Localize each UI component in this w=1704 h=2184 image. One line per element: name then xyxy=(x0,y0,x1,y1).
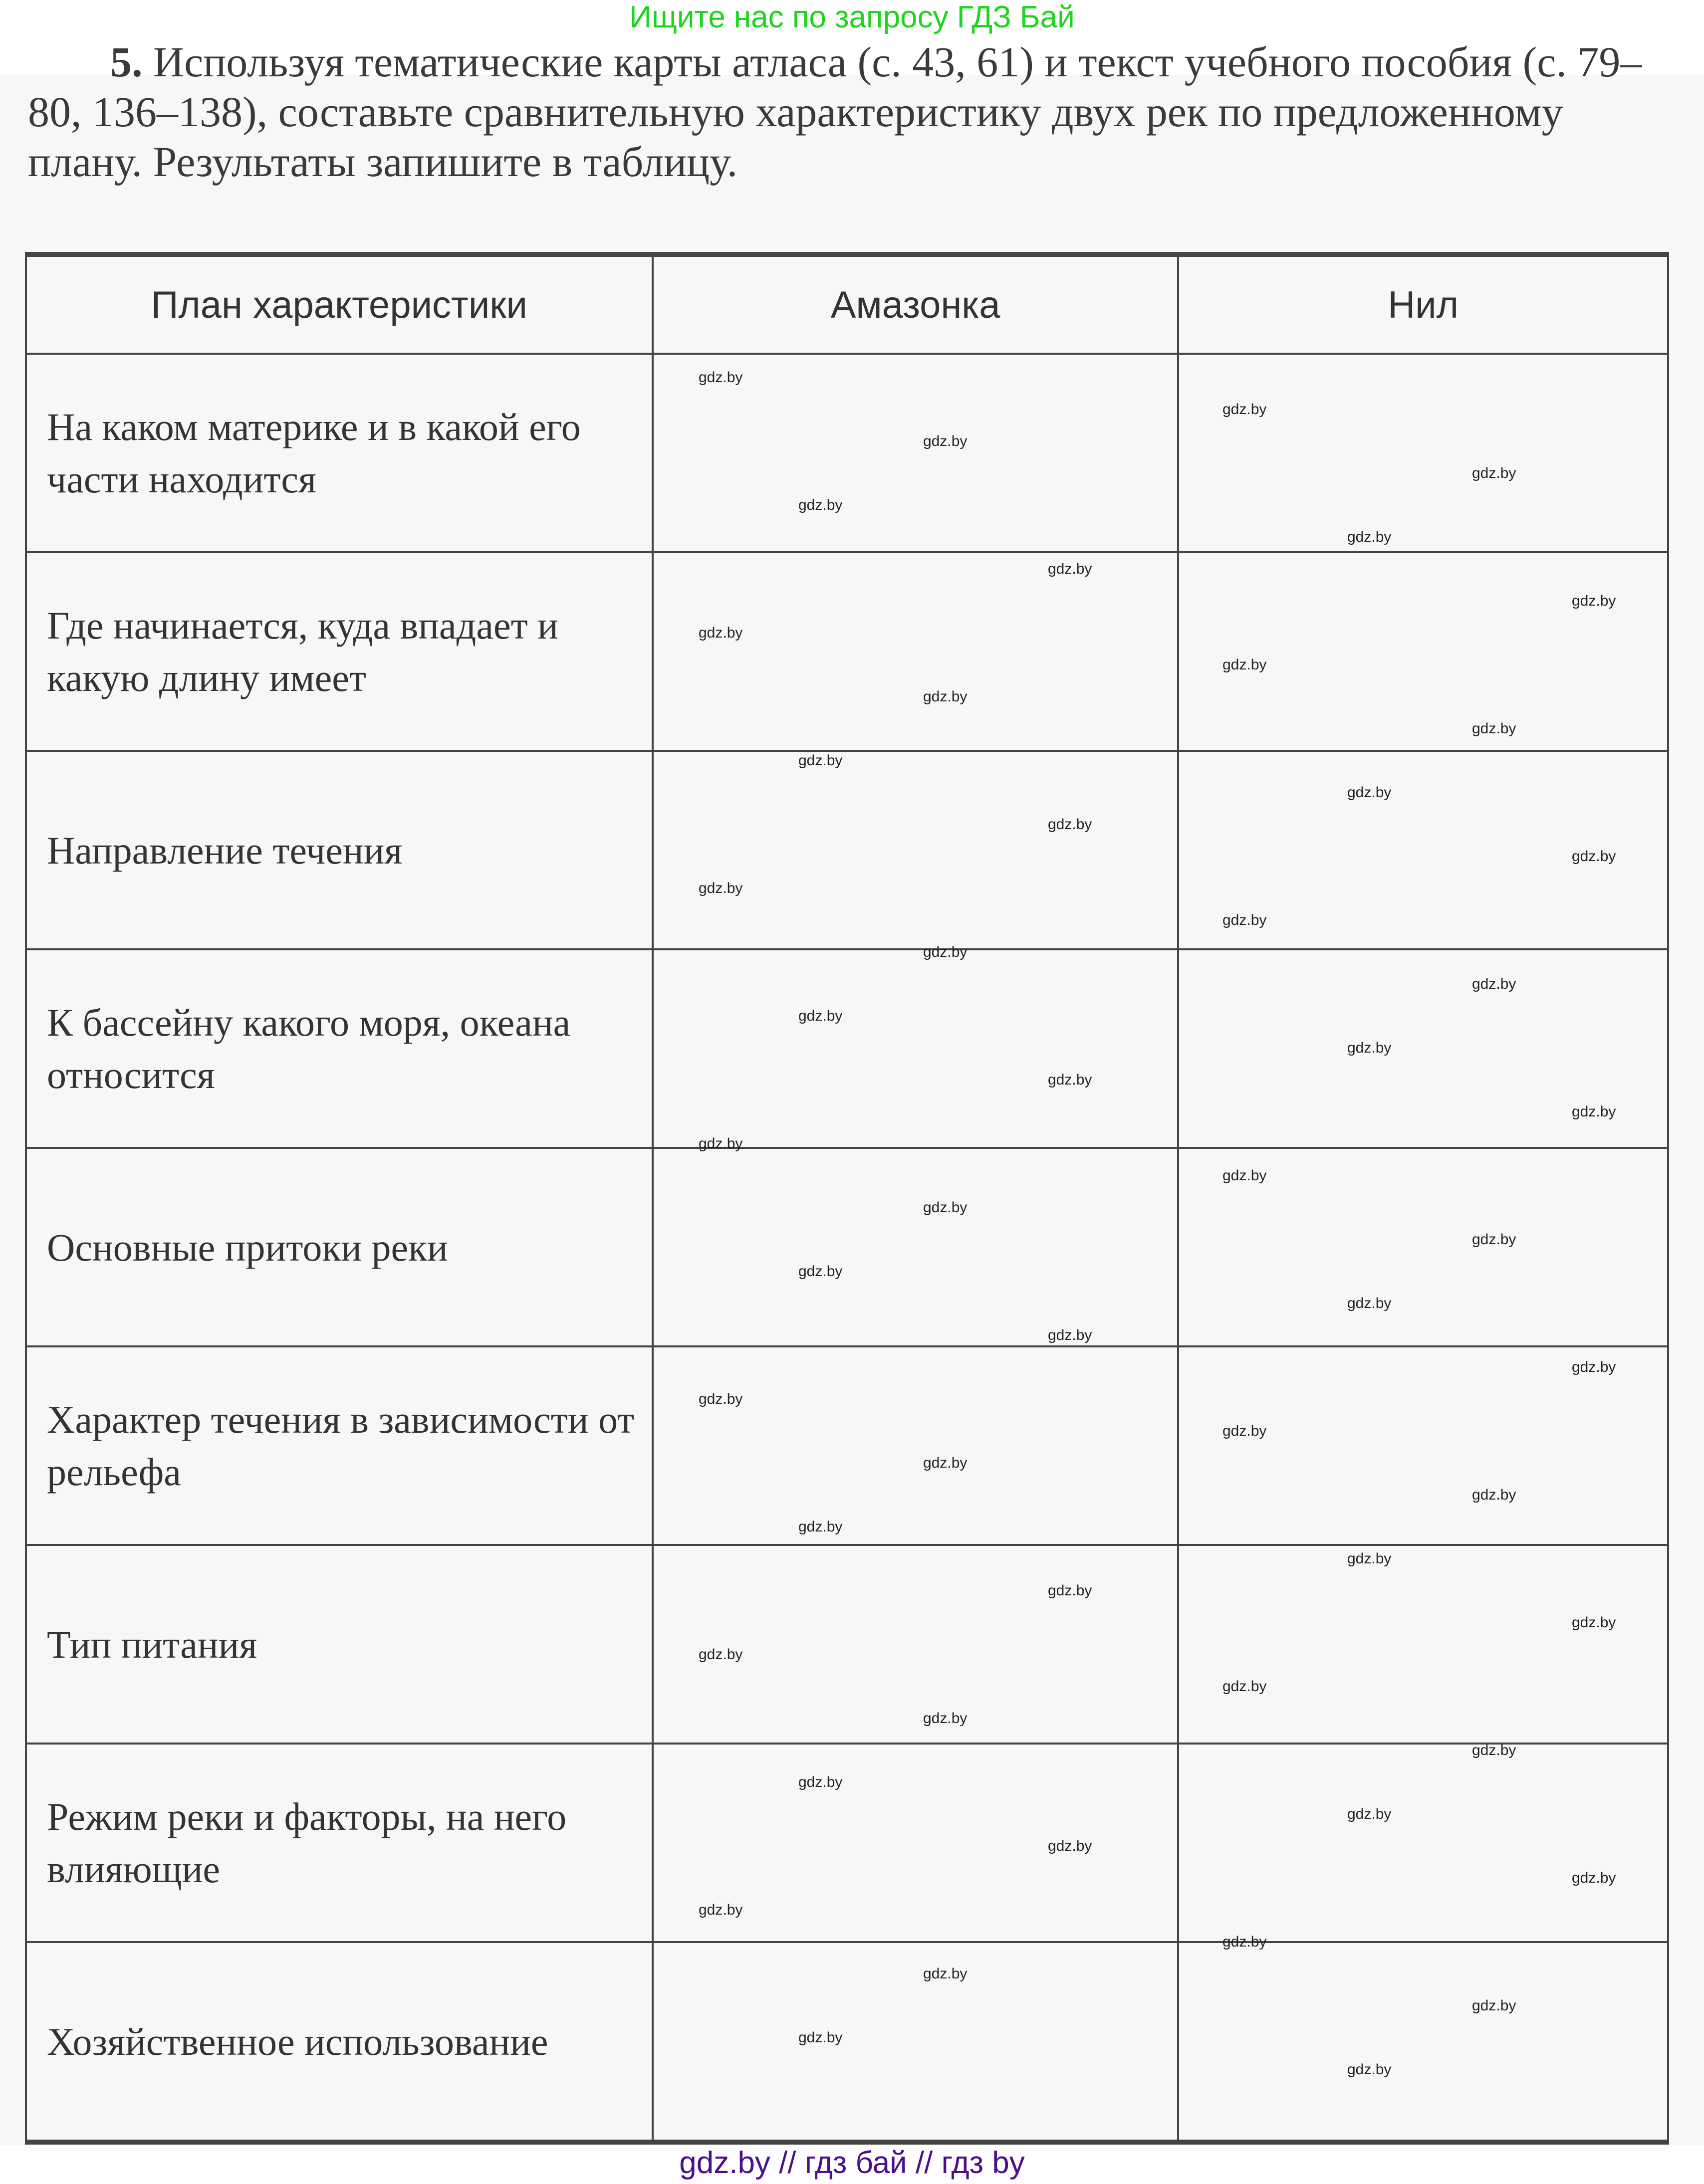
amazon-cell[interactable] xyxy=(653,1545,1179,1744)
watermark: gdz.by xyxy=(699,1646,743,1663)
watermark: gdz.by xyxy=(1472,1997,1516,2014)
watermark: gdz.by xyxy=(1048,1838,1092,1854)
watermark: gdz.by xyxy=(699,369,743,386)
watermark: gdz.by xyxy=(798,497,843,513)
watermark: gdz.by xyxy=(1347,529,1392,545)
comparison-table xyxy=(25,252,1669,2145)
watermark: gdz.by xyxy=(1572,848,1616,865)
watermark: gdz.by xyxy=(1048,1072,1092,1088)
watermark: gdz.by xyxy=(1048,1327,1092,1343)
table-row xyxy=(26,1744,1668,1942)
table-row xyxy=(26,354,1668,552)
watermark: gdz.by xyxy=(1222,656,1267,673)
watermark: gdz.by xyxy=(923,433,968,449)
watermark: gdz.by xyxy=(1222,401,1267,418)
header-amazon: Амазонка xyxy=(653,254,1179,354)
task-text xyxy=(28,37,1675,187)
table-row xyxy=(26,751,1668,949)
watermark: gdz.by xyxy=(1048,561,1092,577)
plan-item: На каком материке и в какой его части находится xyxy=(26,354,653,552)
watermark: gdz.by xyxy=(798,1008,843,1024)
watermark: gdz.by xyxy=(1572,1103,1616,1120)
watermark: gdz.by xyxy=(1472,465,1516,481)
watermark: gdz.by xyxy=(1222,912,1267,928)
nile-cell[interactable] xyxy=(1178,1942,1668,2142)
watermark: gdz.by xyxy=(699,1902,743,1918)
plan-item: Хозяйственное использование xyxy=(26,1942,653,2142)
watermark: gdz.by xyxy=(1347,1550,1392,1567)
watermark: gdz.by xyxy=(1347,1806,1392,1822)
watermark: gdz.by xyxy=(699,880,743,896)
watermark: gdz.by xyxy=(923,1710,968,1727)
watermark: gdz.by xyxy=(1222,1167,1267,1184)
search-banner: Ищите нас по запросу ГДЗ Бай xyxy=(629,0,1075,34)
plan-item: Тип питания xyxy=(26,1545,653,1744)
nile-cell[interactable] xyxy=(1178,1545,1668,1744)
nile-cell[interactable] xyxy=(1178,1744,1668,1942)
watermark: gdz.by xyxy=(798,1263,843,1280)
watermark: gdz.by xyxy=(1472,976,1516,992)
watermark: gdz.by xyxy=(923,688,968,705)
header-plan: План характеристики xyxy=(26,254,653,354)
nile-cell[interactable] xyxy=(1178,552,1668,751)
plan-item: Направление течения xyxy=(26,751,653,949)
watermark: gdz.by xyxy=(923,1966,968,1982)
watermark: gdz.by xyxy=(699,1135,743,1152)
watermark: gdz.by xyxy=(1048,1582,1092,1599)
watermark: gdz.by xyxy=(1572,1870,1616,1886)
header-nile: Нил xyxy=(1178,254,1668,354)
watermark: gdz.by xyxy=(1472,1487,1516,1503)
watermark: gdz.by xyxy=(1472,1742,1516,1758)
table-row xyxy=(26,552,1668,751)
table-header-row xyxy=(26,254,1668,354)
plan-item: Основные притоки реки xyxy=(26,1148,653,1346)
amazon-cell[interactable] xyxy=(653,1346,1179,1545)
watermark: gdz.by xyxy=(1048,816,1092,833)
watermark: gdz.by xyxy=(1347,784,1392,801)
nile-cell[interactable] xyxy=(1178,1346,1668,1545)
watermark: gdz.by xyxy=(699,625,743,641)
watermark: gdz.by xyxy=(1472,720,1516,737)
plan-item: Характер течения в зависимости от рельефа xyxy=(26,1346,653,1545)
nile-cell[interactable] xyxy=(1178,354,1668,552)
table-row xyxy=(26,1346,1668,1545)
watermark: gdz.by xyxy=(1347,2061,1392,2078)
watermark: gdz.by xyxy=(1222,1678,1267,1695)
table-row xyxy=(26,1545,1668,1744)
plan-item: Режим реки и факторы, на него влияющие xyxy=(26,1744,653,1942)
watermark: gdz.by xyxy=(699,1391,743,1407)
watermark: gdz.by xyxy=(1572,593,1616,609)
table-row xyxy=(26,1148,1668,1346)
watermark: gdz.by xyxy=(798,2029,843,2046)
amazon-cell[interactable] xyxy=(653,949,1179,1148)
watermark: gdz.by xyxy=(923,1455,968,1471)
table-row xyxy=(26,1942,1668,2142)
watermark: gdz.by xyxy=(1472,1231,1516,1248)
watermark: gdz.by xyxy=(798,1774,843,1790)
watermark: gdz.by xyxy=(1222,1423,1267,1439)
watermark: gdz.by xyxy=(923,1199,968,1216)
plan-item: Где начинается, куда впадает и какую длину имеет xyxy=(26,552,653,751)
watermark: gdz.by xyxy=(1572,1359,1616,1375)
watermark: gdz.by xyxy=(1572,1614,1616,1631)
amazon-cell[interactable] xyxy=(653,552,1179,751)
table-row xyxy=(26,949,1668,1148)
amazon-cell[interactable] xyxy=(653,1942,1179,2142)
task-instructions: Используя тематические карты атласа (с. 43, 61) и текст учебного пособия (с. 79–80, 136–138), составьте сравнительную характеристику двух рек по предложенному плану. Результаты запишите в таблицу. xyxy=(28,38,1642,186)
amazon-cell[interactable] xyxy=(653,1148,1179,1346)
plan-item: К бассейну какого моря, океана относится xyxy=(26,949,653,1148)
watermark: gdz.by xyxy=(798,1519,843,1535)
amazon-cell[interactable] xyxy=(653,751,1179,949)
footer-watermark: gdz.by // гдз бай // гдз by xyxy=(679,2146,1025,2180)
watermark: gdz.by xyxy=(1347,1295,1392,1311)
watermark: gdz.by xyxy=(1347,1040,1392,1056)
watermark: gdz.by xyxy=(923,944,968,960)
watermark: gdz.by xyxy=(798,752,843,769)
watermark: gdz.by xyxy=(1222,1934,1267,1950)
task-number: 5. xyxy=(110,38,143,86)
